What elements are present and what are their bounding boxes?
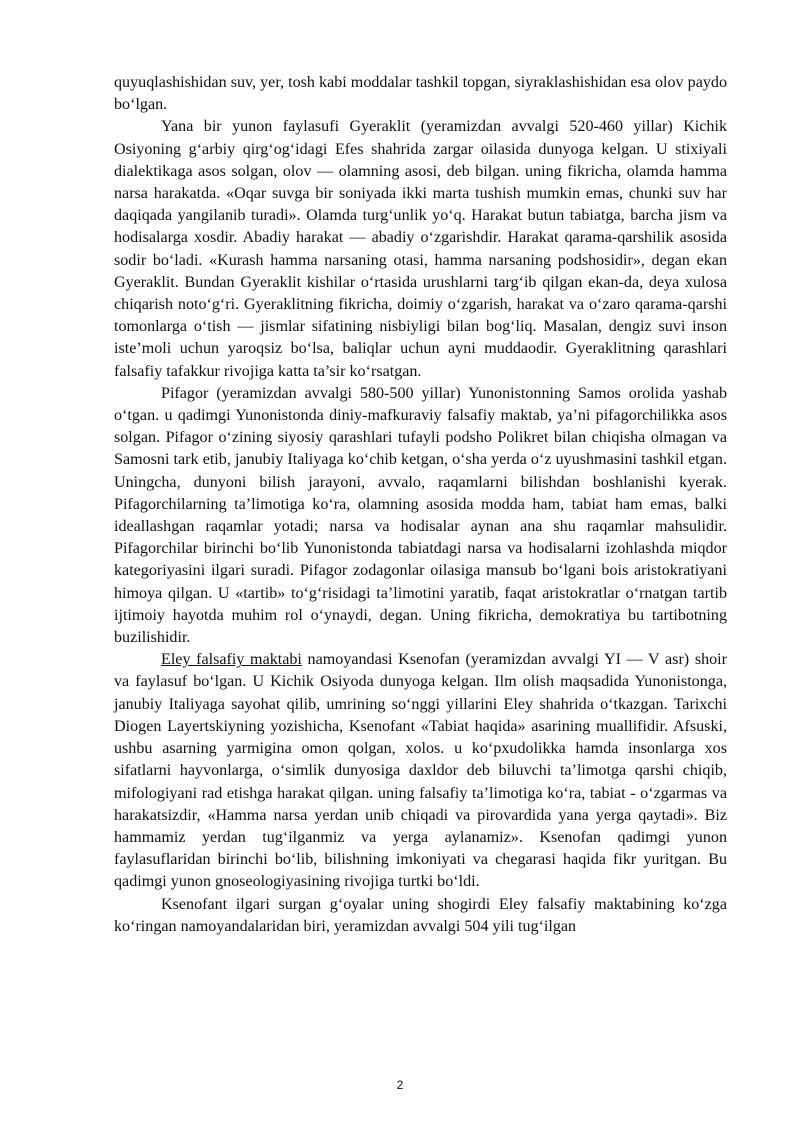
- document-page: [114, 72, 727, 938]
- underlined-term: Eley falsafiy maktabi: [161, 651, 302, 669]
- paragraph-eley-school: [114, 649, 727, 893]
- paragraph-ksenofant: Ksenofant ilgari surgan g‘oyalar uning shogirdi Eley falsafiy maktabining ko‘zga ko‘ringan namoyandalaridan biri, yeramizdan avvalgi 504 yili tug‘ilgan: [114, 895, 727, 935]
- page-number: 2: [396, 1078, 404, 1092]
- paragraph-continuation: quyuqlashishidan suv, yer, tosh kabi moddalar tashkil topgan, siyraklashishidan esa olov paydo bo‘lgan.: [114, 74, 727, 114]
- paragraph-gyeraklit: Yana bir yunon faylasufi Gyeraklit (yeramizdan avvalgi 520-460 yillar) Kichik Osiyoning g‘arbiy qirg‘og‘idagi Efes shahrida zargar oilasida dunyoga kelgan. U stixiyali dialektikaga asos solgan, olov — olamning asosi, deb bilgan. uning fikricha, olamda hamma narsa harakatda. «Oqar suvga bir soniyada ikki marta tushish mumkin emas, chunki suv har daqiqada yangilanib turadi». Olamda turg‘unlik yo‘q. Harakat butun tabiatga, barcha jism va hodisalarga xosdir. Abadiy harakat — abadiy o‘zgarishdir. Harakat qarama-qarshilik asosida sodir bo‘ladi. «Kurash hamma narsaning otasi, hamma narsaning podshosidir», degan ekan Gyeraklit. Bundan Gyeraklit kishilar o‘rtasida urushlarni targ‘ib qilgan ekan-da, deya xulosa chiqarish noto‘g‘ri. Gyeraklitning fikricha, doimiy o‘zgarish, harakat va o‘zaro qarama-qarshi tomonlarga o‘tish — jismlar sifatining nisbiyligi bilan bog‘liq. Masalan, dengiz suvi inson iste’moli uchun yaroqsiz bo‘lsa, baliqlar uchun ayni muddaodir. Gyeraklitning qarashlari falsafiy tafakkur rivojiga katta ta’sir ko‘rsatgan.: [114, 118, 727, 380]
- paragraph-pifagor: Pifagor (yeramizdan avvalgi 580-500 yillar) Yunonistonning Samos orolida yashab o‘tgan. u qadimgi Yunonistonda diniy-mafkuraviy falsafiy maktab, ya’ni pifagorchilikka asos solgan. Pifagor o‘zining siyosiy qarashlari tufayli podsho Polikret bilan chiqisha olmagan va Samosni tark etib, janubiy Italiyaga ko‘chib ketgan, o‘sha yerda o‘z uyushmasini tashkil etgan. Uningcha, dunyoni bilish jarayoni, avvalo, raqamlarni bilishdan boshlanishi kyerak. Pifagorchilarning ta’limotiga ko‘ra, olamning asosida modda ham, tabiat ham emas, balki ideallashgan raqamlar yotadi; narsa va hodisalar aynan ana shu raqamlar mahsulidir. Pifagorchilar birinchi bo‘lib Yunonistonda tabiatdagi narsa va hodisalarni izohlashda miqdor kategoriyasini ilgari suradi. Pifagor zodagonlar oilasiga mansub bo‘lgani bois aristokratiyani himoya qilgan. U «tartib» to‘g‘risidagi ta’limotini yaratib, faqat aristokratlar o‘rnatgan tartib ijtimoiy hayotda muhim rol o‘ynaydi, degan. Uning fikricha, demokratiya bu tartibotning buzilishidir.: [114, 384, 727, 647]
- paragraph-eley-text: namoyandasi Ksenofan (yeramizdan avvalgi YI — V asr) shoir va faylasuf bo‘lgan. U Kichik Osiyoda dunyoga kelgan. Ilm olish maqsadida Yunonistonga, janubiy Italiyaga sayohat qilib, umrining so‘nggi yillarini Eley shahrida o‘tkazgan. Tarixchi Diogen Layertskiyning yozishicha, Ksenofant «Tabiat haqida» asarining muallifidir. Afsuski, ushbu asarning yarmigina omon qolgan, xolos. u ko‘pxudolikka hamda insonlarga xos sifatlarni hayvonlarga, o‘simlik dunyosiga daxldor deb biluvchi ta’limotga qarshi chiqib, mifologiyani rad etishga harakat qilgan. uning falsafiy ta’limotiga ko‘ra, tabiat - o‘zgarmas va harakatsizdir, «Hamma narsa yerdan unib chiqadi va pirovardida yana yerga qaytadi». Biz hammamiz yerdan tug‘ilganmiz va yerga aylanamiz». Ksenofan qadimgi yunon faylasuflaridan birinchi bo‘lib, bilishning imkoniyati va chegarasi haqida fikr yuritgan. Bu qadimgi yunon gnoseologiyasining rivojiga turtki bo‘ldi.: [114, 651, 728, 891]
